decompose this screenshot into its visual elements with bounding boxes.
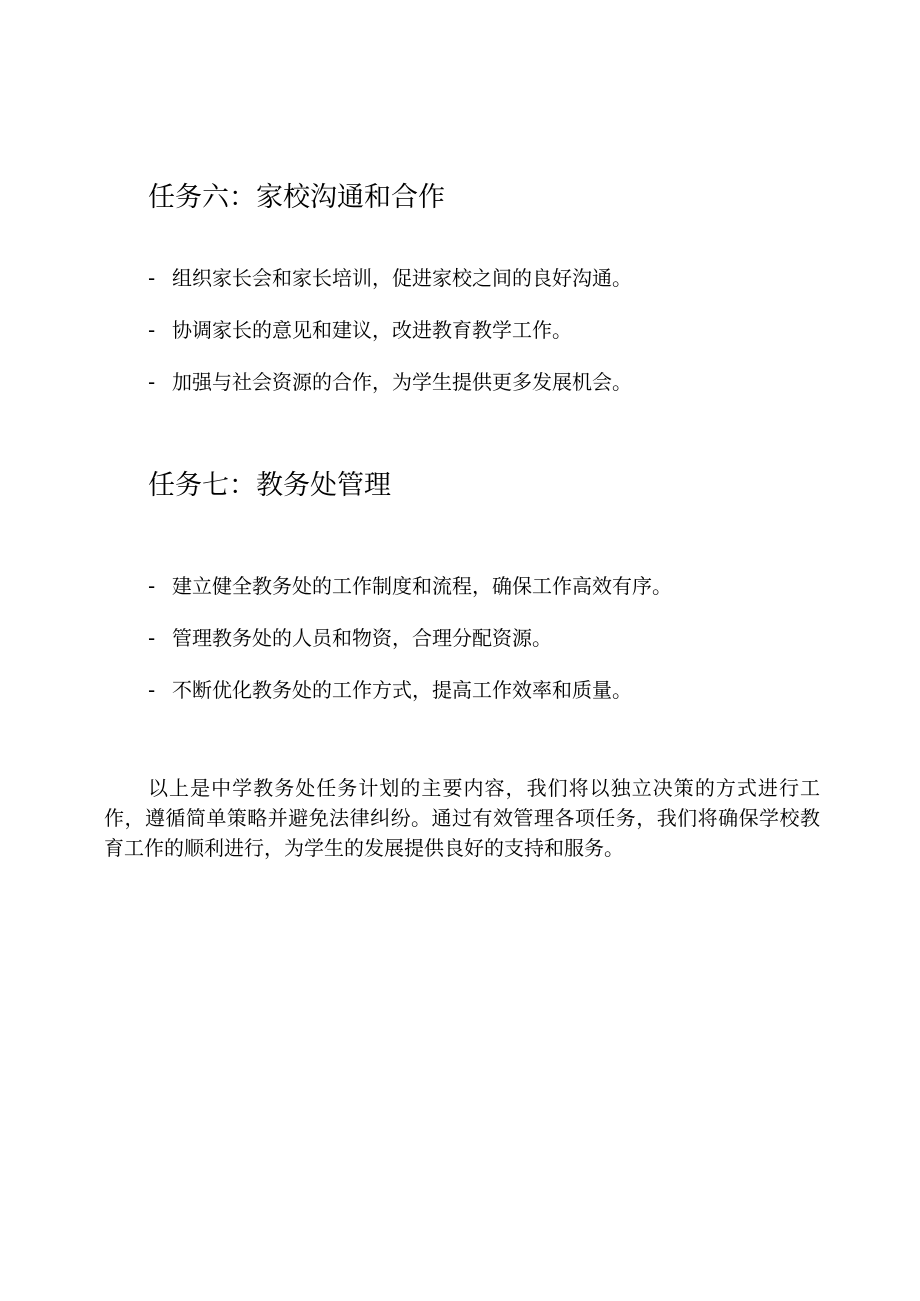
list-item — [148, 624, 552, 652]
bullet-marker: - — [148, 678, 156, 702]
bullet-marker: - — [148, 370, 156, 394]
section-heading-task-6: 任务六：家校沟通和合作 — [148, 182, 445, 213]
list-item — [148, 368, 632, 396]
list-item-text: 建立健全教务处的工作制度和流程，确保工作高效有序。 — [172, 574, 672, 598]
list-item-text: 协调家长的意见和建议，改进教育教学工作。 — [172, 318, 572, 342]
list-item-text: 管理教务处的人员和物资，合理分配资源。 — [172, 626, 552, 650]
list-item-text: 不断优化教务处的工作方式，提高工作效率和质量。 — [172, 678, 632, 702]
bullet-marker: - — [148, 574, 156, 598]
section-heading-task-7: 任务七：教务处管理 — [148, 470, 391, 501]
list-item — [148, 316, 572, 344]
summary-paragraph: 以上是中学教务处任务计划的主要内容，我们将以独立决策的方式进行工作，遵循简单策略并避免法律纠纷。通过有效管理各项任务，我们将确保学校教育工作的顺利进行，为学生的发展提供良好的支持和服务。 — [104, 776, 820, 860]
bullet-marker: - — [148, 626, 156, 650]
bullet-marker: - — [148, 266, 156, 290]
list-item — [148, 676, 632, 704]
list-item-text: 组织家长会和家长培训，促进家校之间的良好沟通。 — [172, 266, 632, 290]
list-item — [148, 264, 632, 292]
bullet-marker: - — [148, 318, 156, 342]
list-item — [148, 572, 672, 600]
list-item-text: 加强与社会资源的合作，为学生提供更多发展机会。 — [172, 370, 632, 394]
